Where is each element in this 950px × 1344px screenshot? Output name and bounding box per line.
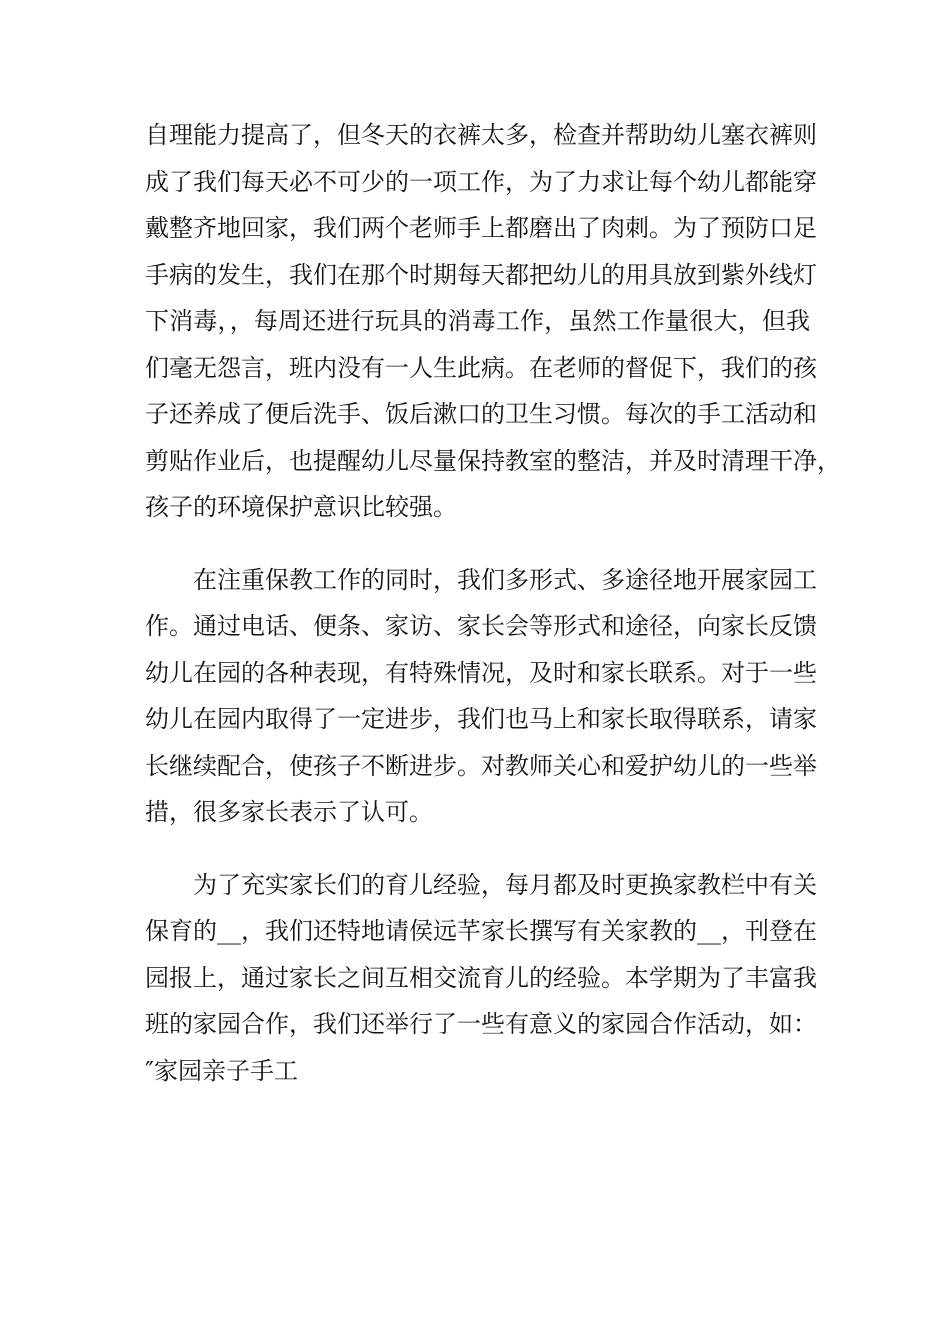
text-line: 子还养成了便后洗手、饭后漱口的卫生习惯。每次的手工活动和 <box>145 400 817 428</box>
text-line: 剪贴作业后，也提醒幼儿尽量保持教室的整洁，并及时清理干净， <box>145 446 841 475</box>
paragraph-hygiene <box>145 112 841 531</box>
text-line: 下消毒，，每周还进行玩具的消毒工作，虽然工作量很大，但我 <box>145 307 810 335</box>
text-line: 作。通过电话、便条、家访、家长会等形式和途径，向家长反馈 <box>145 612 817 640</box>
text-line: 戴整齐地回家，我们两个老师手上都磨出了肉刺。为了预防口足 <box>145 214 817 242</box>
text-line: 长继续配合，使孩子不断进步。对教师关心和爱护幼儿的一些举 <box>145 751 817 780</box>
paragraph-parent-experience <box>145 862 817 1095</box>
text-line: 孩子的环境保护意识比较强。 <box>145 493 457 521</box>
paragraph-home-school <box>145 557 817 836</box>
text-line: 自理能力提高了，但冬天的衣裤太多，检查并帮助幼儿塞衣裤则 <box>145 121 817 149</box>
text-line: 在注重保教工作的同时，我们多形式、多途径地开展家园工 <box>193 565 817 594</box>
text-line: 手病的发生，我们在那个时期每天都把幼儿的用具放到紫外线灯 <box>145 260 817 289</box>
text-line: 幼儿在园的各种表现，有特殊情况，及时和家长联系。对于一些 <box>145 658 817 687</box>
text-line: 成了我们每天必不可少的一项工作，为了力求让每个幼儿都能穿 <box>145 167 817 196</box>
text-line: 为了充实家长们的育儿经验，每月都及时更换家教栏中有关 <box>193 870 817 899</box>
text-line: 们毫无怨言，班内没有一人生此病。在老师的督促下，我们的孩 <box>145 353 817 382</box>
text-line: ″家园亲子手工 <box>145 1056 298 1085</box>
text-line: 保育的__，我们还特地请侯远芊家长撰写有关家教的__，刊登在 <box>145 917 817 945</box>
text-line: 措，很多家长表示了认可。 <box>145 798 433 826</box>
text-line: 班的家园合作，我们还举行了一些有意义的家园合作活动，如： <box>145 1010 817 1038</box>
text-line: 幼儿在园内取得了一定进步，我们也马上和家长取得联系，请家 <box>145 705 817 733</box>
document-body <box>145 112 841 1120</box>
text-line: 园报上，通过家长之间互相交流育儿的经验。本学期为了丰富我 <box>145 963 817 992</box>
